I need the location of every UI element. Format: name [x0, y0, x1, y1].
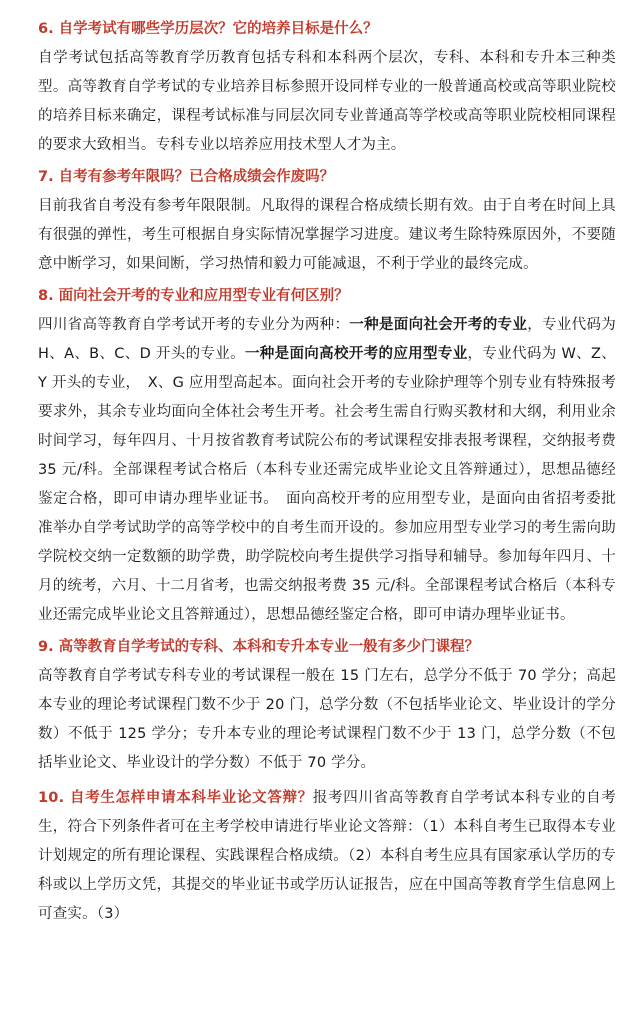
document-page — [38, 18, 616, 935]
answer-paragraph — [38, 784, 616, 929]
section-q7 — [38, 166, 616, 279]
question-heading: 10. 自考生怎样申请本科毕业论文答辩？ — [38, 790, 313, 806]
answer-bold-text: 一种是面向高校开考的应用型专业 — [244, 346, 468, 362]
section-q6 — [38, 18, 616, 160]
answer-paragraph: 目前我省自考没有参考年限限制。凡取得的课程合格成绩长期有效。由于自考在时间上具有很强的弹性，考生可根据自身实际情况掌握学习进度。建议考生除特殊原因外，不要随意中断学习，如果间断，学习热情和毅力可能减退，不利于学业的最终完成。 — [38, 198, 616, 272]
answer-paragraph — [38, 311, 616, 630]
answer-text: ，专业代码为 H、A、B、C、D 开头的专业。 — [38, 317, 617, 362]
question-heading: 7. 自考有参考年限吗？已合格成绩会作废吗？ — [38, 169, 335, 185]
answer-bold-text: 一种是面向社会开考的专业 — [349, 317, 528, 333]
section-q10 — [38, 784, 616, 929]
section-q8 — [38, 285, 616, 630]
question-heading: 8. 面向社会开考的专业和应用型专业有何区别？ — [38, 288, 349, 304]
answer-text: ，专业代码为 W、Z、Y 开头的专业， X、G 应用型高起本。面向社会开考的专业除护理等个别专业有特殊报考要求外，其余专业均面向全体社会考生开考。社会考生需自行购买教材和大纲，利用业余时间学习，每年四月、十月按省教育考试院公布的考试课程安排表报考课程，交纳报考费 35 元/科。全部课程考试合格后（本科专业还需完成毕业论文且答辩通过），思想品德经鉴定合格，即可申请办理毕业证书。 面向高校开考的应用型专业，是面向由省招考委批准举办自学考试助学的高等学校中的自考生而开设的。参加应用型专业学习的考生需向助学院校交纳一定数额的助学费，助学院校向考生提供学习指导和辅导。参加每年四月、十月的统考，六月、十二月省考，也需交纳报考费 35 元/科。全部课程考试合格后（本科专业还需完成毕业论文且答辩通过），思想品德经鉴定合格，即可申请办理毕业证书。 — [38, 346, 616, 623]
answer-paragraph: 高等教育自学考试专科专业的考试课程一般在 15 门左右，总学分不低于 70 学分；高起本专业的理论考试课程门数不少于 20 门，总学分数（不包括毕业论文、毕业设计的学分数）不低于 125 学分；专升本专业的理论考试课程门数不少于 13 门，总学分数（不包括毕业论文、毕业设计的学分数）不低于 70 学分。 — [38, 668, 616, 771]
question-heading: 6. 自学考试有哪些学历层次？它的培养目标是什么？ — [38, 21, 378, 37]
answer-text: 报考四川省高等教育自学考试本科专业的自考生，符合下列条件者可在主考学校申请进行毕业论文答辩：（1）本科自考生已取得本专业计划规定的所有理论课程、实践课程合格成绩。（2）本科自考生应具有国家承认学历的专科或以上学历文凭，其提交的毕业证书或学历认证报告，应在中国高等教育学生信息网上可查实。（3） — [38, 790, 617, 922]
question-heading: 9. 高等教育自学考试的专科、本科和专升本专业一般有多少门课程？ — [38, 639, 480, 655]
section-q9 — [38, 636, 616, 778]
answer-text: 四川省高等教育自学考试开考的专业分为两种： — [38, 317, 350, 333]
answer-paragraph: 自学考试包括高等教育学历教育包括专科和本科两个层次，专科、本科和专升本三种类型。高等教育自学考试的专业培养目标参照开设同样专业的一般普通高校或高等职业院校的培养目标来确定，课程考试标准与同层次同专业普通高等学校或高等职业院校相同课程的要求大致相当。专科专业以培养应用技术型人才为主。 — [38, 50, 616, 153]
